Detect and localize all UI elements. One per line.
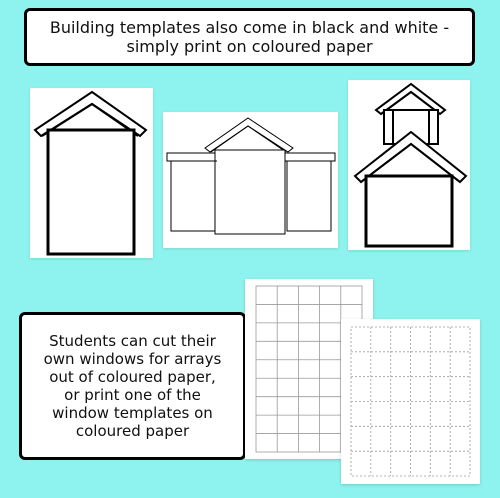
bottom-caption-line-6: coloured paper: [75, 422, 190, 440]
bottom-caption-line-1: Students can cut their: [49, 332, 216, 350]
bell-tower-template-drawing: [348, 80, 470, 250]
wide-building-template-card: [163, 112, 338, 248]
wide-building-template-drawing: [163, 112, 338, 248]
tall-house-template-drawing: [30, 88, 153, 258]
bottom-caption-line-4: or print one of the: [64, 386, 201, 404]
bottom-caption-box: [19, 312, 246, 460]
window-grid-dashed: [341, 319, 480, 484]
bottom-caption-line-2: own windows for arrays: [43, 350, 222, 368]
bottom-caption-line-5: window templates on: [52, 404, 213, 422]
bell-tower-template-card: [348, 80, 470, 250]
bottom-caption-line-3: out of coloured paper,: [49, 368, 216, 386]
window-template-sheet-front: [341, 319, 480, 484]
top-caption-line-2: simply print on coloured paper: [126, 37, 373, 56]
top-caption-box: [24, 8, 475, 66]
top-caption-line-1: Building templates also come in black and white -: [49, 17, 450, 37]
tall-house-template-card: [30, 88, 153, 258]
